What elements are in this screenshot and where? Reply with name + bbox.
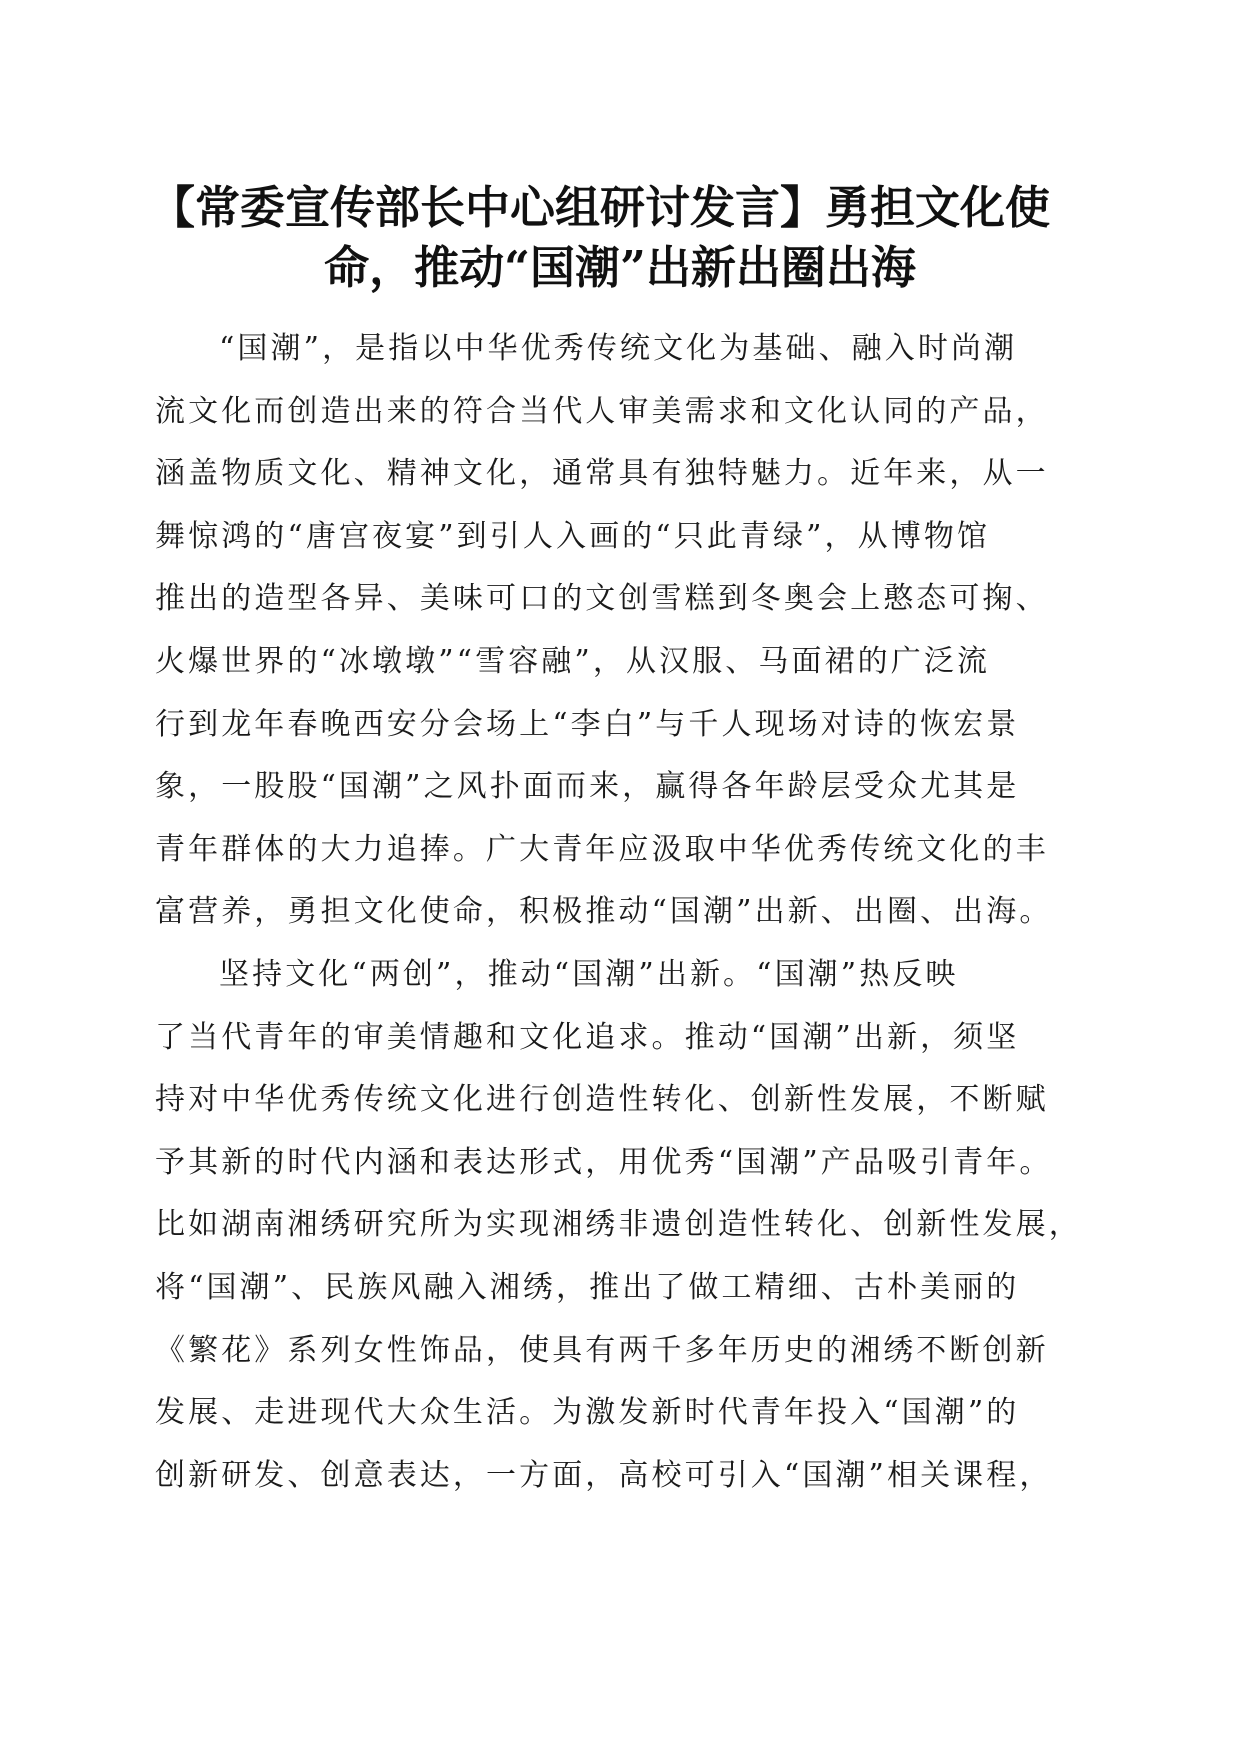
text-line: 行到龙年春晚西安分会场上“李白”与千人现场对诗的恢宏景	[155, 706, 1020, 742]
text-line: 富营养，勇担文化使命，积极推动“国潮”出新、出圈、出海。	[155, 894, 1053, 930]
title-line-2: 命，推动“国潮”出新出圈出海	[324, 241, 916, 294]
document-title	[150, 178, 1090, 298]
document-body	[155, 318, 1085, 1507]
text-line: 比如湖南湘绣研究所为实现湘绣非遗创造性转化、创新性发展，	[155, 1207, 1082, 1243]
text-line: 将“国潮”、民族风融入湘绣，推出了做工精细、古朴美丽的	[155, 1269, 1020, 1305]
text-line: 坚持文化“两创”，推动“国潮”出新。“国潮”热反映	[219, 956, 959, 992]
paragraph-intro	[155, 318, 1085, 944]
text-line: 创新研发、创意表达，一方面，高校可引入“国潮”相关课程，	[155, 1457, 1053, 1493]
title-line-1: 【常委宣传部长中心组研讨发言】勇担文化使	[150, 181, 1051, 234]
text-line: 持对中华优秀传统文化进行创造性转化、创新性发展，不断赋	[155, 1082, 1049, 1118]
text-line: 青年群体的大力追捧。广大青年应汲取中华优秀传统文化的丰	[155, 831, 1049, 867]
text-line: 火爆世界的“冰墩墩”“雪容融”，从汉服、马面裙的广泛流	[155, 643, 991, 679]
text-line: 发展、走进现代大众生活。为激发新时代青年投入“国潮”的	[155, 1395, 1020, 1431]
text-line: 了当代青年的审美情趣和文化追求。推动“国潮”出新，须坚	[155, 1019, 1020, 1055]
text-line: 《繁花》系列女性饰品，使具有两千多年历史的湘绣不断创新	[155, 1332, 1049, 1368]
text-line: 予其新的时代内涵和表达形式，用优秀“国潮”产品吸引青年。	[155, 1144, 1053, 1180]
text-line: 涵盖物质文化、精神文化，通常具有独特魅力。近年来，从一	[155, 456, 1049, 492]
paragraph-innovation	[155, 944, 1085, 1507]
text-line: 象，一股股“国潮”之风扑面而来，赢得各年龄层受众尤其是	[155, 769, 1020, 805]
text-line: 推出的造型各异、美味可口的文创雪糕到冬奥会上憨态可掬、	[155, 581, 1049, 617]
text-line: “国潮”，是指以中华优秀传统文化为基础、融入时尚潮	[219, 331, 1018, 366]
text-line: 流文化而创造出来的符合当代人审美需求和文化认同的产品，	[155, 393, 1049, 429]
text-line: 舞惊鸿的“唐宫夜宴”到引人入画的“只此青绿”，从博物馆	[155, 518, 991, 554]
